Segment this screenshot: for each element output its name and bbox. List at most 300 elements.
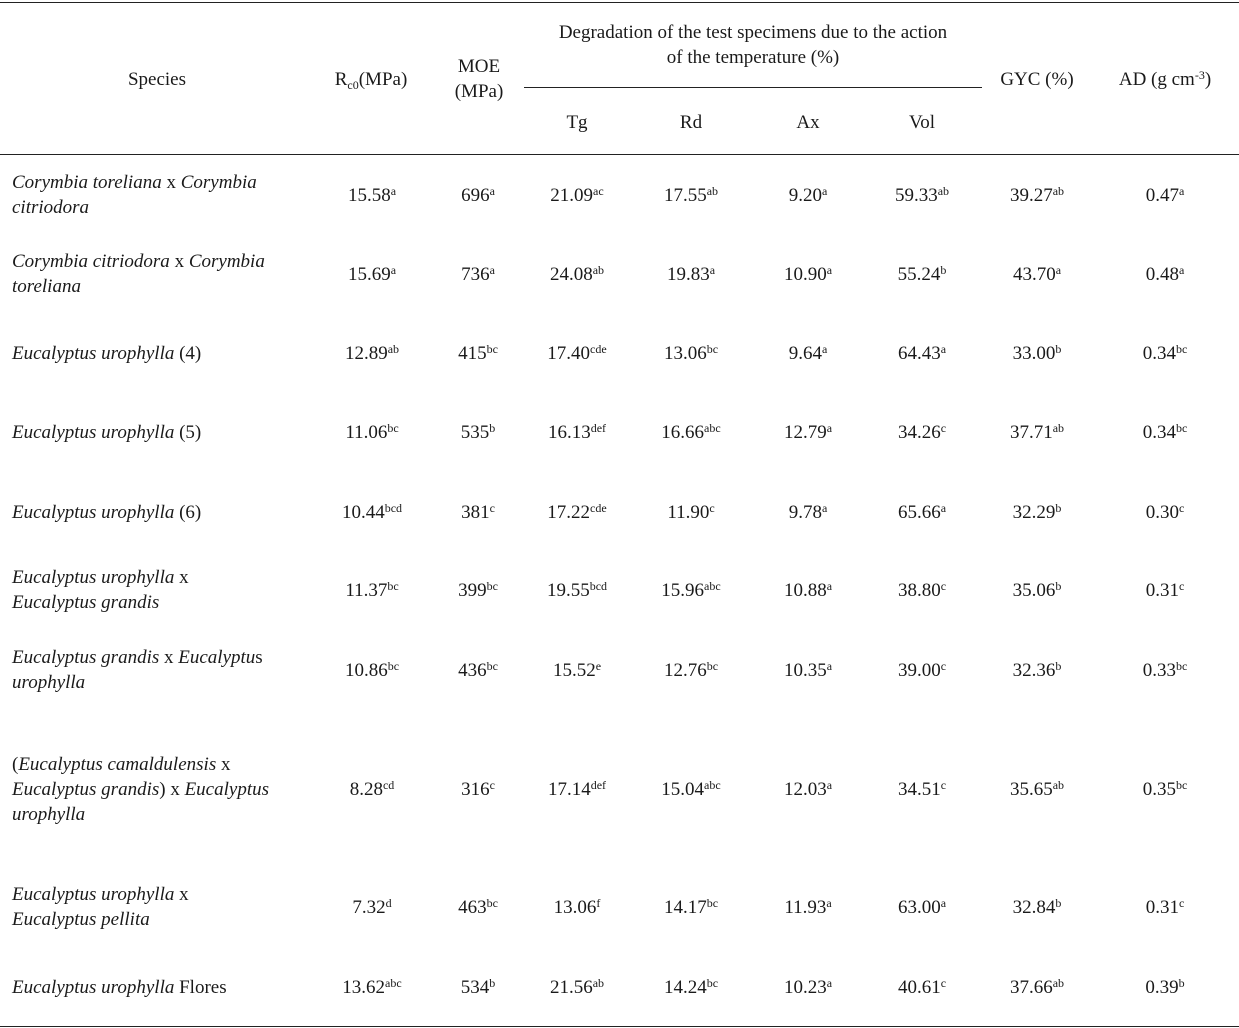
- rd-value: 19.83: [666, 263, 710, 285]
- moe-significance-letter: c: [489, 500, 495, 515]
- header-species: Species: [127, 69, 187, 90]
- header-ad: [1096, 67, 1234, 92]
- rd-value: 16.66: [661, 421, 705, 443]
- moe-value: 696: [461, 184, 490, 206]
- gyc-value: 43.70: [1012, 263, 1056, 285]
- tg-value: 17.14: [547, 778, 591, 800]
- ax-significance-letter: a: [826, 975, 833, 990]
- ad-cell: [1120, 658, 1210, 683]
- species-text: (4): [174, 342, 202, 364]
- tg-cell: [532, 975, 622, 1000]
- moe-significance-letter: bc: [486, 658, 498, 673]
- rc0-significance-letter: bcd: [384, 500, 403, 515]
- vol-value: 34.51: [897, 778, 941, 800]
- moe-cell: [438, 262, 518, 287]
- species-text: (: [12, 753, 19, 775]
- rc0-cell: [322, 262, 422, 287]
- species-text: x: [174, 567, 189, 588]
- header-gyc: GYC (%): [1000, 69, 1074, 90]
- rd-significance-letter: bc: [706, 895, 719, 910]
- tg-value: 17.22: [547, 501, 591, 523]
- species-text: Eucalyptus urophylla: [12, 884, 175, 905]
- species-text: Corymbia: [188, 251, 265, 272]
- rd-value: 11.90: [667, 501, 710, 523]
- rc0-cell: [322, 777, 422, 802]
- tg-cell: [532, 578, 622, 603]
- rd-value: 14.17: [663, 896, 707, 918]
- moe-significance-letter: bc: [486, 341, 498, 356]
- vol-significance-letter: b: [940, 262, 947, 277]
- rc0-value: 11.06: [345, 421, 388, 443]
- gyc-value: 32.84: [1012, 896, 1056, 918]
- rd-cell: [646, 500, 736, 525]
- ad-value: 0.47: [1145, 184, 1179, 206]
- moe-significance-letter: bc: [486, 895, 498, 910]
- ax-significance-letter: a: [821, 500, 828, 515]
- vol-value: 34.26: [897, 421, 941, 443]
- ax-cell: [763, 578, 853, 603]
- header-rd: Rd: [679, 112, 703, 133]
- rd-cell: [646, 183, 736, 208]
- moe-cell: [438, 895, 518, 920]
- vol-cell: [877, 420, 967, 445]
- rd-significance-letter: abc: [704, 777, 721, 792]
- tg-significance-letter: cde: [590, 500, 607, 515]
- species-line: [12, 170, 312, 195]
- header-ad-exponent: -3: [1194, 68, 1205, 82]
- tg-significance-letter: ab: [592, 975, 605, 990]
- species-cell: [12, 975, 312, 1000]
- rd-significance-letter: bc: [706, 341, 719, 356]
- ax-significance-letter: a: [826, 578, 833, 593]
- vol-significance-letter: c: [940, 777, 947, 792]
- ad-value: 0.48: [1145, 263, 1179, 285]
- ad-cell: [1120, 262, 1210, 287]
- moe-cell: [438, 578, 518, 603]
- species-text: Eucalyptus urophylla: [12, 421, 175, 443]
- species-text: Eucalyptus urophylla: [12, 501, 175, 523]
- gyc-significance-letter: b: [1055, 500, 1062, 515]
- species-text: Eucalyptus: [184, 778, 270, 800]
- header-ax: Ax: [796, 112, 820, 133]
- ad-significance-letter: bc: [1175, 420, 1188, 435]
- tg-cell: [532, 420, 622, 445]
- species-cell: [12, 249, 312, 299]
- rc0-cell: [322, 578, 422, 603]
- ax-cell: [763, 777, 853, 802]
- ax-value: 12.79: [783, 421, 827, 443]
- tg-value: 21.09: [550, 184, 594, 206]
- rc0-value: 13.62: [342, 976, 386, 998]
- tg-significance-letter: bcd: [589, 578, 608, 593]
- ax-value: 9.64: [788, 342, 822, 364]
- rd-significance-letter: abc: [704, 420, 721, 435]
- header-rc0-unit: (MPa): [358, 69, 408, 90]
- ad-significance-letter: bc: [1175, 658, 1188, 673]
- tg-significance-letter: cde: [590, 341, 607, 356]
- tg-cell: [532, 341, 622, 366]
- rd-value: 14.24: [663, 976, 707, 998]
- species-text: Eucalyptus grandis: [12, 592, 160, 613]
- ad-significance-letter: bc: [1175, 777, 1188, 792]
- species-cell: [12, 420, 312, 445]
- gyc-value: 35.65: [1009, 778, 1053, 800]
- species-text: Corymbia: [180, 172, 257, 193]
- ad-value: 0.35: [1142, 778, 1176, 800]
- ad-value: 0.34: [1142, 421, 1176, 443]
- vol-cell: [877, 578, 967, 603]
- top-rule: [0, 2, 1239, 3]
- tg-value: 15.52: [552, 659, 596, 681]
- ax-value: 11.93: [784, 896, 827, 918]
- gyc-significance-letter: b: [1055, 578, 1062, 593]
- moe-value: 535: [460, 421, 490, 443]
- rd-cell: [646, 895, 736, 920]
- species-line: [12, 802, 312, 827]
- ax-cell: [763, 420, 853, 445]
- tg-cell: [532, 895, 622, 920]
- rc0-value: 15.58: [347, 184, 391, 206]
- gyc-value: 39.27: [1009, 184, 1053, 206]
- vol-significance-letter: a: [940, 500, 947, 515]
- ad-cell: [1120, 975, 1210, 1000]
- rd-value: 12.76: [663, 659, 707, 681]
- species-line: [12, 500, 312, 525]
- ax-cell: [763, 975, 853, 1000]
- species-text: Eucalyptus urophylla: [12, 567, 175, 588]
- ax-value: 10.35: [783, 659, 827, 681]
- rd-significance-letter: a: [709, 262, 716, 277]
- species-text: (6): [174, 501, 202, 523]
- tg-value: 13.06: [553, 896, 597, 918]
- tg-cell: [532, 183, 622, 208]
- species-text: toreliana: [12, 276, 81, 297]
- rc0-significance-letter: cd: [382, 777, 395, 792]
- tg-value: 24.08: [549, 263, 593, 285]
- vol-value: 59.33: [894, 184, 938, 206]
- gyc-value: 33.00: [1012, 342, 1056, 364]
- species-line: [12, 590, 312, 615]
- moe-value: 736: [461, 263, 490, 285]
- ax-value: 10.90: [783, 263, 827, 285]
- species-cell: [12, 752, 312, 827]
- rc0-significance-letter: bc: [387, 658, 400, 673]
- species-cell: [12, 882, 312, 932]
- vol-cell: [877, 500, 967, 525]
- species-text: ) x: [159, 778, 185, 800]
- species-text: Eucalyptus grandis: [12, 778, 160, 800]
- ad-cell: [1120, 777, 1210, 802]
- species-line: [12, 565, 312, 590]
- vol-cell: [877, 341, 967, 366]
- rc0-significance-letter: bc: [387, 578, 399, 593]
- rc0-significance-letter: ab: [387, 341, 400, 356]
- species-text: x: [159, 647, 179, 668]
- ad-cell: [1120, 341, 1210, 366]
- gyc-significance-letter: ab: [1052, 975, 1065, 990]
- species-line: [12, 645, 312, 670]
- header-ad-close: ): [1204, 69, 1212, 90]
- gyc-cell: [987, 262, 1087, 287]
- moe-value: 415: [458, 342, 487, 364]
- rc0-value: 15.69: [347, 263, 391, 285]
- ax-cell: [763, 262, 853, 287]
- gyc-value: 37.71: [1009, 421, 1053, 443]
- rc0-cell: [322, 341, 422, 366]
- rd-cell: [646, 658, 736, 683]
- moe-significance-letter: b: [489, 420, 496, 435]
- species-text: citriodora: [12, 197, 90, 218]
- vol-significance-letter: c: [940, 578, 947, 593]
- rc0-value: 10.44: [341, 501, 385, 523]
- rc0-cell: [322, 975, 422, 1000]
- species-text: Corymbia toreliana: [12, 172, 162, 193]
- header-degradation-line2: of the temperature (%): [666, 47, 840, 68]
- header-degradation: [524, 20, 982, 70]
- ax-value: 9.78: [788, 501, 822, 523]
- degradation-group-rule: [524, 87, 982, 88]
- gyc-significance-letter: b: [1055, 341, 1062, 356]
- species-line: [12, 975, 312, 1000]
- species-line: [12, 670, 312, 695]
- rd-significance-letter: bc: [706, 975, 719, 990]
- rd-significance-letter: ab: [706, 183, 719, 198]
- header-rc0-subscript: c0: [347, 78, 359, 92]
- rd-value: 15.04: [661, 778, 705, 800]
- species-line: [12, 195, 312, 220]
- species-cell: [12, 565, 312, 615]
- tg-value: 19.55: [546, 579, 590, 601]
- moe-value: 463: [458, 896, 487, 918]
- moe-significance-letter: bc: [486, 578, 498, 593]
- moe-significance-letter: b: [489, 975, 496, 990]
- species-line: [12, 752, 312, 777]
- vol-value: 39.00: [897, 659, 941, 681]
- tg-value: 17.40: [547, 342, 591, 364]
- species-cell: [12, 341, 312, 366]
- moe-cell: [438, 658, 518, 683]
- species-text: x: [216, 753, 231, 775]
- moe-cell: [438, 341, 518, 366]
- vol-cell: [877, 658, 967, 683]
- ad-significance-letter: a: [1178, 262, 1185, 277]
- species-line: [12, 249, 312, 274]
- ax-significance-letter: a: [821, 183, 828, 198]
- ax-cell: [763, 500, 853, 525]
- gyc-cell: [987, 895, 1087, 920]
- ad-cell: [1120, 500, 1210, 525]
- species-line: [12, 420, 312, 445]
- rc0-value: 8.28: [349, 778, 383, 800]
- moe-significance-letter: a: [489, 183, 495, 198]
- rc0-significance-letter: a: [390, 262, 397, 277]
- tg-value: 16.13: [547, 421, 591, 443]
- moe-significance-letter: c: [489, 777, 495, 792]
- rc0-cell: [322, 420, 422, 445]
- species-cell: [12, 500, 312, 525]
- species-text: urophylla: [12, 672, 86, 693]
- moe-cell: [438, 500, 518, 525]
- gyc-value: 35.06: [1012, 579, 1056, 601]
- moe-significance-letter: a: [489, 262, 495, 277]
- ad-significance-letter: c: [1178, 895, 1185, 910]
- ax-value: 10.23: [783, 976, 827, 998]
- rd-cell: [646, 341, 736, 366]
- vol-value: 55.24: [897, 263, 941, 285]
- vol-cell: [877, 777, 967, 802]
- rc0-cell: [322, 500, 422, 525]
- vol-cell: [877, 895, 967, 920]
- rd-significance-letter: c: [709, 500, 715, 515]
- gyc-cell: [987, 341, 1087, 366]
- header-moe: [434, 54, 524, 104]
- ad-value: 0.34: [1142, 342, 1176, 364]
- gyc-significance-letter: ab: [1052, 183, 1065, 198]
- vol-cell: [877, 183, 967, 208]
- vol-significance-letter: a: [940, 341, 947, 356]
- moe-value: 436: [458, 659, 487, 681]
- species-line: [12, 341, 312, 366]
- rd-value: 17.55: [663, 184, 707, 206]
- tg-significance-letter: def: [590, 777, 607, 792]
- gyc-significance-letter: b: [1055, 895, 1062, 910]
- gyc-cell: [987, 578, 1087, 603]
- rd-cell: [646, 578, 736, 603]
- ad-value: 0.31: [1145, 579, 1179, 601]
- ad-cell: [1120, 420, 1210, 445]
- header-tg: Tg: [566, 112, 588, 133]
- ad-significance-letter: a: [1178, 183, 1185, 198]
- rc0-cell: [322, 183, 422, 208]
- header-vol: Vol: [908, 112, 936, 133]
- gyc-cell: [987, 420, 1087, 445]
- ax-significance-letter: a: [826, 658, 833, 673]
- ax-significance-letter: a: [826, 895, 832, 910]
- bottom-rule: [0, 1026, 1239, 1027]
- moe-cell: [438, 975, 518, 1000]
- ax-significance-letter: a: [821, 341, 828, 356]
- rd-cell: [646, 262, 736, 287]
- species-text: Eucalyptus urophylla: [12, 976, 175, 998]
- rc0-significance-letter: a: [390, 183, 397, 198]
- species-text: Eucalyptu: [178, 647, 256, 668]
- gyc-value: 32.36: [1012, 659, 1056, 681]
- species-text: (5): [174, 421, 202, 443]
- rc0-cell: [322, 658, 422, 683]
- species-text: x: [161, 172, 181, 193]
- rd-significance-letter: bc: [706, 658, 719, 673]
- gyc-cell: [987, 500, 1087, 525]
- gyc-significance-letter: b: [1055, 658, 1062, 673]
- ax-value: 12.03: [783, 778, 827, 800]
- vol-value: 65.66: [897, 501, 941, 523]
- ad-significance-letter: bc: [1175, 341, 1188, 356]
- header-moe-unit: (MPa): [454, 81, 504, 102]
- species-text: Eucalyptus pellita: [12, 909, 150, 930]
- ad-cell: [1120, 895, 1210, 920]
- tg-cell: [532, 262, 622, 287]
- vol-value: 64.43: [897, 342, 941, 364]
- tg-significance-letter: f: [596, 895, 601, 910]
- vol-cell: [877, 975, 967, 1000]
- tg-value: 21.56: [549, 976, 593, 998]
- species-text: x: [169, 251, 189, 272]
- moe-cell: [438, 777, 518, 802]
- gyc-significance-letter: a: [1055, 262, 1062, 277]
- rc0-value: 12.89: [344, 342, 388, 364]
- vol-value: 38.80: [897, 579, 941, 601]
- ad-significance-letter: b: [1178, 975, 1185, 990]
- species-text: Eucalyptus grandis: [12, 647, 160, 668]
- ax-cell: [763, 183, 853, 208]
- gyc-significance-letter: ab: [1052, 420, 1065, 435]
- gyc-cell: [987, 658, 1087, 683]
- ad-significance-letter: c: [1178, 578, 1185, 593]
- ax-value: 10.88: [783, 579, 827, 601]
- tg-cell: [532, 658, 622, 683]
- header-moe-label: MOE: [457, 56, 501, 77]
- tg-significance-letter: def: [590, 420, 607, 435]
- rc0-significance-letter: d: [385, 895, 392, 910]
- rd-value: 15.96: [661, 579, 705, 601]
- header-rc0: [315, 67, 427, 92]
- rd-cell: [646, 777, 736, 802]
- species-line: [12, 882, 312, 907]
- moe-value: 381: [461, 501, 490, 523]
- vol-cell: [877, 262, 967, 287]
- species-text: Corymbia citriodora: [12, 251, 170, 272]
- rc0-significance-letter: abc: [385, 975, 402, 990]
- vol-significance-letter: c: [940, 420, 947, 435]
- moe-cell: [438, 183, 518, 208]
- ax-cell: [763, 341, 853, 366]
- ax-value: 9.20: [788, 184, 822, 206]
- gyc-value: 32.29: [1012, 501, 1056, 523]
- moe-value: 534: [460, 976, 490, 998]
- ad-value: 0.33: [1142, 659, 1176, 681]
- species-text: Eucalyptus camaldulensis: [18, 753, 217, 775]
- gyc-cell: [987, 777, 1087, 802]
- tg-significance-letter: e: [595, 658, 602, 673]
- tg-significance-letter: ac: [593, 183, 604, 198]
- ax-significance-letter: a: [826, 262, 833, 277]
- ax-significance-letter: a: [826, 420, 833, 435]
- rc0-value: 10.86: [344, 659, 388, 681]
- species-text: Eucalyptus urophylla: [12, 342, 175, 364]
- species-cell: [12, 645, 312, 695]
- species-text: urophylla: [12, 803, 86, 825]
- ad-significance-letter: c: [1178, 500, 1185, 515]
- vol-value: 63.00: [897, 896, 941, 918]
- rd-cell: [646, 420, 736, 445]
- species-text: Flores: [174, 976, 227, 998]
- species-line: [12, 777, 312, 802]
- rc0-cell: [322, 895, 422, 920]
- ad-value: 0.39: [1145, 976, 1179, 998]
- species-cell: [12, 170, 312, 220]
- rd-cell: [646, 975, 736, 1000]
- ax-significance-letter: a: [826, 777, 833, 792]
- vol-significance-letter: a: [940, 895, 947, 910]
- tg-significance-letter: ab: [592, 262, 605, 277]
- ad-value: 0.31: [1145, 896, 1179, 918]
- ad-value: 0.30: [1145, 501, 1179, 523]
- gyc-value: 37.66: [1009, 976, 1053, 998]
- ax-cell: [763, 895, 853, 920]
- vol-value: 40.61: [897, 976, 941, 998]
- species-text: s: [255, 647, 263, 668]
- species-text: x: [174, 884, 189, 905]
